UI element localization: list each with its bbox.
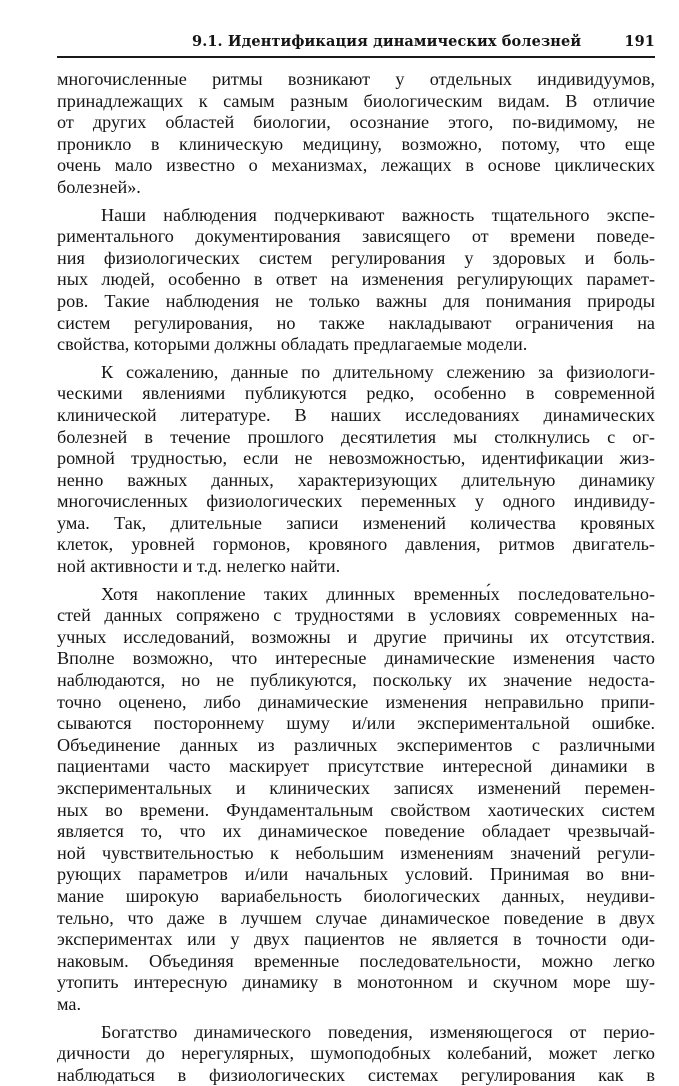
text-line: проникло в клиническую медицину, возможно, потому, что еще — [57, 133, 655, 154]
text-line: Объединение данных из различных экспериментов с различными — [57, 734, 655, 755]
text-line: наблюдаться в физиологических системах регулирования как в — [57, 1064, 655, 1085]
text-line: ных во времени. Фундаментальным свойством хаотических систем — [57, 799, 655, 820]
chapter-section-title: 9.1. Идентификация динамических болезней — [192, 33, 582, 50]
text-line: Богатство динамического поведения, изменяющегося от перио- — [101, 1021, 655, 1042]
text-line: ров. Такие наблюдения не только важны для понимания природы — [57, 290, 655, 311]
text-line: клинической литературе. В наших исследованиях динамических — [57, 404, 655, 425]
text-line: ческими явлениями публикуются редко, особенно в современной — [57, 383, 655, 404]
paragraph-4 — [57, 584, 655, 1016]
text-line: пациентами часто маскирует присутствие интересной динамики в — [57, 756, 655, 777]
text-line: является то, что их динамическое поведение обладает чрезвычай- — [57, 821, 655, 842]
text-line: точно оценено, либо динамические изменения неправильно припи- — [57, 691, 655, 712]
text-line: учных исследований, возможны и другие причины их отсутствия. — [57, 626, 655, 647]
text-line: многочисленные ритмы возникают у отдельных индивидуумов, — [57, 69, 655, 89]
paragraph-5 — [57, 1022, 655, 1086]
text-line: риментального документирования зависящего от времени поведе- — [57, 226, 655, 247]
text-line: от других областей биологии, осознание этого, по-видимому, не — [57, 112, 655, 133]
text-line: болезней в течение прошлого десятилетия мы столкнулись с ог- — [57, 426, 655, 447]
text-line: систем регулирования, но также накладывают ограничения на — [57, 312, 655, 333]
text-line: ной активности и т.д. нелегко найти. — [57, 556, 341, 577]
text-line: дичности до нерегулярных, шумоподобных колебаний, может легко — [57, 1043, 655, 1064]
paragraph-2 — [57, 205, 655, 356]
text-line: наблюдаются, но не публикуются, поскольку их значение недоста- — [57, 670, 655, 691]
text-line: ма. — [57, 993, 82, 1014]
text-line: Наши наблюдения подчеркивают важность тщательного экспе- — [101, 204, 655, 225]
text-line: сываются постороннему шуму и/или экспериментальной ошибке. — [57, 713, 655, 734]
text-line: утопить интересную динамику в монотонном и скучном море шу- — [57, 972, 655, 993]
body-text — [57, 69, 655, 1086]
text-line: ненно важных данных, характеризующих длительную динамику — [57, 469, 655, 490]
text-line: ния физиологических систем регулирования у здоровых и боль- — [57, 247, 655, 268]
text-line: очень мало известно о механизмах, лежащих в основе циклических — [57, 155, 655, 176]
text-line: стей данных сопряжено с трудностями в условиях современных на- — [57, 605, 655, 626]
text-line: ромной трудностью, если не невозможностью, идентификации жиз- — [57, 448, 655, 469]
paragraph-1 — [57, 69, 655, 199]
text-line: болезней». — [57, 176, 141, 197]
text-line: мание широкую вариабельность биологических данных, неудиви- — [57, 885, 655, 906]
paragraph-3 — [57, 362, 655, 578]
running-header — [57, 30, 655, 58]
text-line: Хотя накопление таких длинных временны́х последовательно- — [101, 583, 655, 604]
text-line: ной чувствительностью к небольшим изменениям значений регули- — [57, 842, 655, 863]
text-line: тельно, что даже в лучшем случае динамическое поведение в двух — [57, 907, 655, 928]
text-line: экспериментах или у двух пациентов не является в точности оди- — [57, 929, 655, 950]
text-line: ума. Так, длительные записи изменений количества кровяных — [57, 512, 655, 533]
text-line: свойства, которыми должны обладать предлагаемые модели. — [57, 334, 528, 355]
text-line: клеток, уровней гормонов, кровяного давления, ритмов двигатель- — [57, 534, 655, 555]
text-line: принадлежащих к самым разным биологическим видам. В отличие — [57, 90, 655, 111]
page-number: 191 — [624, 33, 655, 50]
text-line: экспериментальных и клинических записях изменений перемен- — [57, 778, 655, 798]
text-line: многочисленных физиологических переменных у одного индивиду- — [57, 491, 655, 512]
text-line: К сожалению, данные по длительному слежению за физиологи- — [101, 361, 655, 382]
text-line: Вполне возможно, что интересные динамические изменения часто — [57, 648, 655, 669]
text-line: наковым. Объединяя временные последовательности, можно легко — [57, 950, 655, 971]
text-line: рующих параметров и/или начальных условий. Принимая во вни- — [57, 864, 655, 885]
text-line: ных людей, особенно в ответ на изменения регулирующих парамет- — [57, 269, 655, 290]
